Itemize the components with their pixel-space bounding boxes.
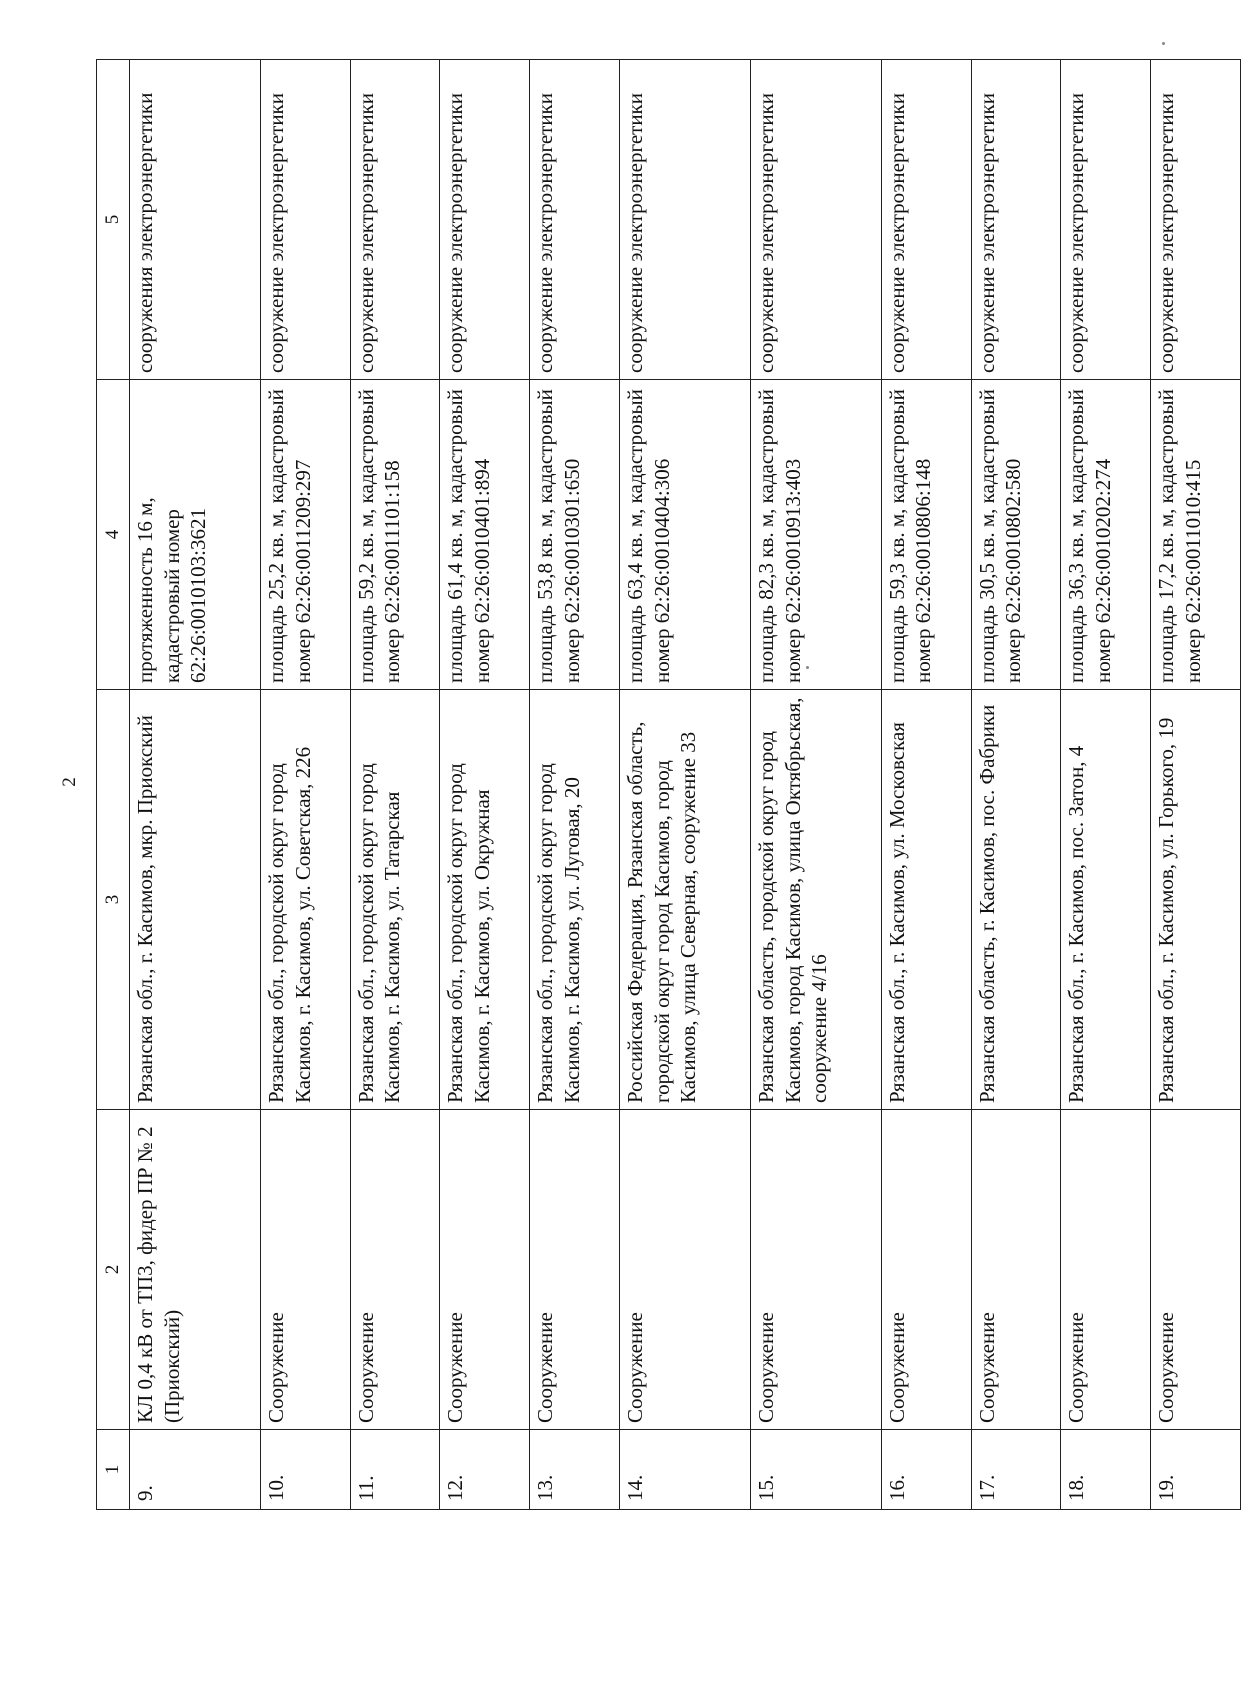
object-address: Рязанская обл., городской округ город Касимов, г. Касимов, ул. Советская, 226 (260, 690, 350, 1110)
column-header: 4 (97, 380, 130, 690)
object-details: площадь 30,5 кв. м, кадастровый номер 62:26:0010802:580 (971, 380, 1061, 690)
object-details: площадь 53,8 кв. м, кадастровый номер 62:26:0010301:650 (530, 380, 620, 690)
table-row (1151, 60, 1241, 1510)
object-address: Российская Федерация, Рязанская область, городской округ город Касимов, город Касимов, улица Северная, сооружение 33 (620, 690, 751, 1110)
object-address: Рязанская обл., городской округ город Касимов, г. Касимов, ул. Татарская (350, 690, 440, 1110)
object-details: площадь 61,4 кв. м, кадастровый номер 62:26:0010401:894 (440, 380, 530, 690)
object-name: Сооружение (350, 1110, 440, 1430)
object-purpose: сооружения электроэнергетики (130, 60, 261, 380)
object-address: Рязанская область, г. Касимов, пос. Фабрики (971, 690, 1061, 1110)
object-address: Рязанская обл., г. Касимов, ул. Горького, 19 (1151, 690, 1241, 1110)
table-row (971, 60, 1061, 1510)
row-number: 14. (620, 1430, 751, 1510)
object-name: Сооружение (440, 1110, 530, 1430)
column-number-row (97, 60, 130, 1510)
table-row (440, 60, 530, 1510)
object-name: Сооружение (260, 1110, 350, 1430)
row-number: 15. (750, 1430, 881, 1510)
rotated-table-wrapper (96, 60, 1241, 1510)
row-number: 18. (1061, 1430, 1151, 1510)
column-header: 3 (97, 690, 130, 1110)
object-name: Сооружение (530, 1110, 620, 1430)
row-number: 16. (881, 1430, 971, 1510)
object-details: площадь 25,2 кв. м, кадастровый номер 62:26:0011209:297 (260, 380, 350, 690)
object-address: Рязанская область, городской округ город Касимов, город Касимов, улица Октябрьская, сооружение 4/16 (750, 690, 881, 1110)
table-row (260, 60, 350, 1510)
row-number: 9. (130, 1430, 261, 1510)
object-address: Рязанская обл., г. Касимов, пос. Затон, 4 (1061, 690, 1151, 1110)
object-name: Сооружение (971, 1110, 1061, 1430)
row-number: 17. (971, 1430, 1061, 1510)
object-name: Сооружение (620, 1110, 751, 1430)
table-row (750, 60, 881, 1510)
object-address: Рязанская обл., г. Касимов, мкр. Приокский (130, 690, 261, 1110)
object-purpose: сооружение электроэнергетики (750, 60, 881, 380)
object-purpose: сооружение электроэнергетики (530, 60, 620, 380)
object-name: Сооружение (1151, 1110, 1241, 1430)
object-name: Сооружение (750, 1110, 881, 1430)
object-purpose: сооружение электроэнергетики (440, 60, 530, 380)
table-row (130, 60, 261, 1510)
object-details: площадь 63,4 кв. м, кадастровый номер 62:26:0010404:306 (620, 380, 751, 690)
row-number: 10. (260, 1430, 350, 1510)
object-purpose: сооружение электроэнергетики (881, 60, 971, 380)
object-details: протяженность 16 м, кадастровый номер 62:26:0010103:3621 (130, 380, 261, 690)
row-number: 11. (350, 1430, 440, 1510)
table-row (881, 60, 971, 1510)
row-number: 12. (440, 1430, 530, 1510)
row-number: 19. (1151, 1430, 1241, 1510)
column-header: 1 (97, 1430, 130, 1510)
object-purpose: сооружение электроэнергетики (350, 60, 440, 380)
table-row (1061, 60, 1151, 1510)
scan-artifact (806, 666, 809, 669)
object-address: Рязанская обл., городской округ город Касимов, г. Касимов, ул. Луговая, 20 (530, 690, 620, 1110)
property-table (96, 59, 1241, 1510)
scan-artifact (1162, 42, 1165, 45)
column-header: 5 (97, 60, 130, 380)
object-details: площадь 59,3 кв. м, кадастровый номер 62:26:0010806:148 (881, 380, 971, 690)
table-row (620, 60, 751, 1510)
object-details: площадь 59,2 кв. м, кадастровый номер 62:26:0011101:158 (350, 380, 440, 690)
object-address: Рязанская обл., г. Касимов, ул. Московская (881, 690, 971, 1110)
object-details: площадь 36,3 кв. м, кадастровый номер 62:26:0010202:274 (1061, 380, 1151, 690)
object-purpose: сооружение электроэнергетики (620, 60, 751, 380)
object-details: площадь 82,3 кв. м, кадастровый номер 62:26:0010913:403 (750, 380, 881, 690)
object-address: Рязанская обл., городской округ город Касимов, г. Касимов, ул. Окружная (440, 690, 530, 1110)
object-purpose: сооружение электроэнергетики (1061, 60, 1151, 380)
table-row (530, 60, 620, 1510)
object-name: КЛ 0,4 кВ от ТП3, фидер ПР № 2 (Приокский) (130, 1110, 261, 1430)
object-purpose: сооружение электроэнергетики (260, 60, 350, 380)
page-number: 2 (59, 777, 80, 787)
row-number: 13. (530, 1430, 620, 1510)
object-name: Сооружение (881, 1110, 971, 1430)
table-row (350, 60, 440, 1510)
column-header: 2 (97, 1110, 130, 1430)
object-details: площадь 17,2 кв. м, кадастровый номер 62:26:0011010:415 (1151, 380, 1241, 690)
object-name: Сооружение (1061, 1110, 1151, 1430)
object-purpose: сооружение электроэнергетики (971, 60, 1061, 380)
object-purpose: сооружение электроэнергетики (1151, 60, 1241, 380)
